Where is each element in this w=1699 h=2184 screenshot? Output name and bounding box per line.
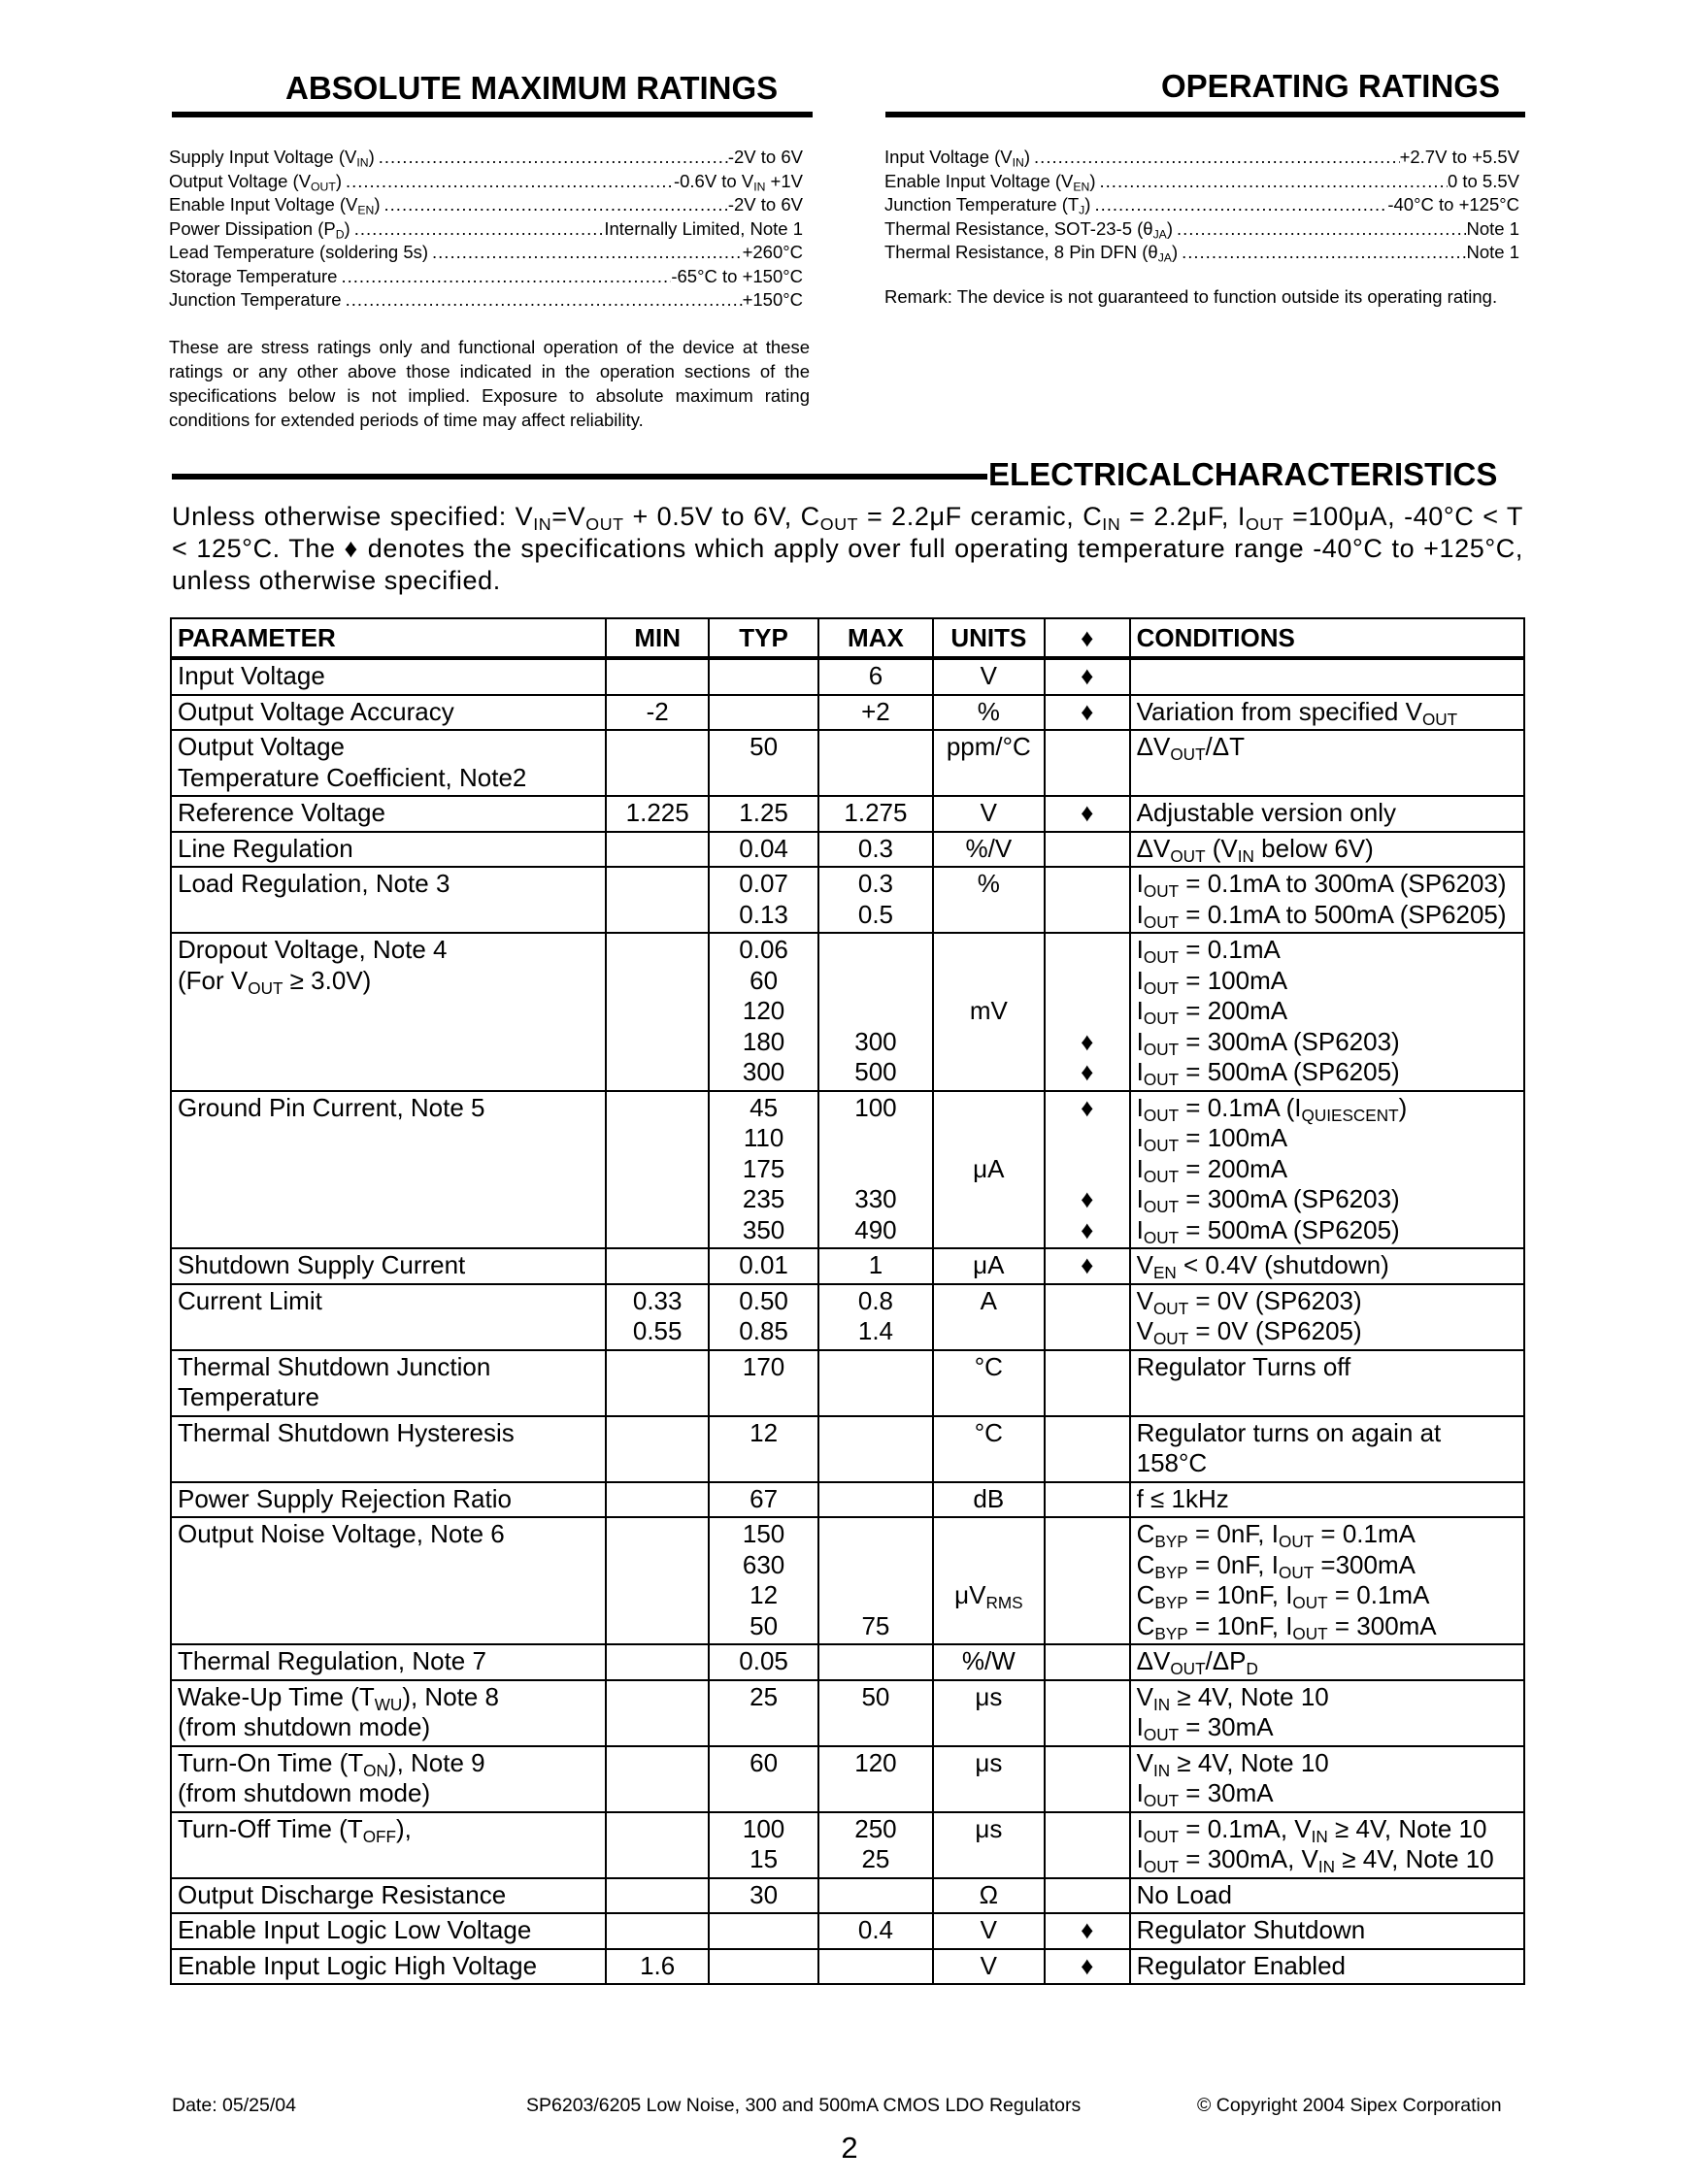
header-min: MIN (606, 618, 709, 658)
min-cell: 0.33 0.55 (606, 1284, 709, 1350)
spec-marker-cell (1045, 832, 1130, 868)
units-cell: A (933, 1284, 1045, 1350)
units-cell: μs (933, 1812, 1045, 1878)
spec-marker-cell: ♦ (1045, 695, 1130, 731)
spec-marker-cell: ♦ ♦ ♦ (1045, 1091, 1130, 1249)
min-cell (606, 1482, 709, 1518)
typ-cell: 0.04 (709, 832, 818, 868)
table-row (171, 1644, 1524, 1680)
typ-cell: 25 (709, 1680, 818, 1746)
electrical-table (170, 617, 1525, 1985)
parameter-cell: Turn-On Time $(T_{ON})$, Note 9 (from shutdown mode) (171, 1746, 606, 1812)
operating-item-value: Note 1 (1466, 242, 1519, 262)
absolute-max-item (169, 146, 803, 170)
max-cell: 300 500 (818, 933, 933, 1091)
min-cell (606, 1416, 709, 1482)
operating-item-leader (1173, 217, 1466, 242)
conditions-cell: $\Delta V_{OUT}$ ($V_{IN}$ below 6V) (1130, 832, 1524, 868)
max-cell (818, 1949, 933, 1985)
operating-item (884, 170, 1519, 194)
table-row (171, 1416, 1524, 1482)
spec-marker-cell (1045, 1284, 1130, 1350)
absolute-max-item (169, 193, 803, 217)
max-cell: 250 25 (818, 1812, 933, 1878)
min-cell: 1.225 (606, 796, 709, 832)
parameter-cell: Turn-Off Time $(T_{OFF})$, (171, 1812, 606, 1878)
max-cell (818, 730, 933, 796)
parameter-cell: Output Noise Voltage, Note 6 (171, 1517, 606, 1644)
parameter-cell: Enable Input Logic High Voltage (171, 1949, 606, 1985)
footer-product: SP6203/6205 Low Noise, 300 and 500mA CMOS LDO Regulators (526, 2095, 1082, 2116)
spec-marker-cell (1045, 730, 1130, 796)
min-cell (606, 730, 709, 796)
table-row (171, 1248, 1524, 1284)
conditions-cell: Adjustable version only (1130, 796, 1524, 832)
operating-item-value: Note 1 (1466, 217, 1519, 239)
typ-cell (709, 658, 818, 695)
units-cell: % (933, 695, 1045, 731)
parameter-cell: Input Voltage (171, 658, 606, 695)
operating-title: OPERATING RATINGS (1161, 68, 1500, 104)
parameter-cell: Wake-Up Time $(T_{WU})$, Note 8 (from shutdown mode) (171, 1680, 606, 1746)
max-cell: +2 (818, 695, 933, 731)
operating-item-label: Thermal Resistance, 8 Pin DFN $(\theta_{JA})$ (884, 242, 1179, 265)
absolute-max-item-leader (381, 193, 728, 217)
conditions-cell: Regulator Shutdown (1130, 1913, 1524, 1949)
header-typ: TYP (709, 618, 818, 658)
conditions-cell: $V_{OUT} = 0V$ (SP6203) $V_{OUT} = 0V$ (SP6205) (1130, 1284, 1524, 1350)
min-cell (606, 1091, 709, 1249)
max-cell: 1.275 (818, 796, 933, 832)
parameter-cell: Reference Voltage (171, 796, 606, 832)
absolute-max-item-value: -0.6V to $V_{IN} +1V$ (673, 170, 803, 193)
table-row (171, 730, 1524, 796)
typ-cell: 150 630 12 50 (709, 1517, 818, 1644)
table-row (171, 1746, 1524, 1812)
operating-item-leader (1090, 193, 1387, 217)
spec-marker-cell (1045, 1878, 1130, 1914)
table-row (171, 658, 1524, 695)
absolute-max-item-value: -2V to 6V (727, 147, 803, 167)
units-cell: %/W (933, 1644, 1045, 1680)
electrical-title: ELECTRICALCHARACTERISTICS (988, 456, 1498, 492)
typ-cell: 0.05 (709, 1644, 818, 1680)
max-cell: 6 (818, 658, 933, 695)
absolute-max-item-value: -2V to 6V (727, 194, 803, 215)
typ-cell (709, 695, 818, 731)
absolute-max-item (169, 241, 803, 265)
absolute-max-list (169, 146, 803, 313)
units-cell: μs (933, 1680, 1045, 1746)
min-cell (606, 1680, 709, 1746)
operating-item-value: +2.7V to +5.5V (1399, 147, 1519, 167)
table-row (171, 1091, 1524, 1249)
operating-item-leader (1030, 146, 1400, 170)
parameter-cell: Thermal Shutdown Hysteresis (171, 1416, 606, 1482)
conditions-cell: Regulator Enabled (1130, 1949, 1524, 1985)
electrical-rule (172, 474, 987, 480)
parameter-cell: Output Voltage Accuracy (171, 695, 606, 731)
table-row (171, 1482, 1524, 1518)
units-cell: ppm/°C (933, 730, 1045, 796)
spec-marker-cell (1045, 867, 1130, 933)
typ-cell: 45 110 175 235 350 (709, 1091, 818, 1249)
max-cell: 1 (818, 1248, 933, 1284)
parameter-cell: Load Regulation, Note 3 (171, 867, 606, 933)
units-cell: μs (933, 1746, 1045, 1812)
units-cell: °C (933, 1416, 1045, 1482)
absolute-max-item (169, 288, 803, 313)
spec-marker-cell (1045, 1482, 1130, 1518)
table-row (171, 1680, 1524, 1746)
max-cell (818, 1878, 933, 1914)
table-row (171, 1350, 1524, 1416)
units-cell: μA (933, 1091, 1045, 1249)
conditions-cell: $\Delta V_{OUT}/\Delta T$ (1130, 730, 1524, 796)
table-row (171, 832, 1524, 868)
min-cell (606, 933, 709, 1091)
parameter-cell: Enable Input Logic Low Voltage (171, 1913, 606, 1949)
table-row (171, 695, 1524, 731)
operating-item-leader (1096, 170, 1448, 194)
max-cell: 100 330 490 (818, 1091, 933, 1249)
table-body (171, 658, 1524, 1984)
units-cell: mV (933, 933, 1045, 1091)
absolute-max-item-leader (428, 241, 743, 265)
spec-marker-cell (1045, 1416, 1130, 1482)
min-cell (606, 867, 709, 933)
table-row (171, 1878, 1524, 1914)
parameter-cell: Output Voltage Temperature Coefficient, Note2 (171, 730, 606, 796)
typ-cell: 0.06 60 120 180 300 (709, 933, 818, 1091)
spec-marker-cell: ♦ (1045, 1913, 1130, 1949)
units-cell: %/V (933, 832, 1045, 868)
operating-item-leader (1178, 241, 1466, 265)
absolute-max-item-leader (342, 288, 743, 313)
max-cell (818, 1644, 933, 1680)
max-cell (818, 1350, 933, 1416)
absolute-max-item-value: +260°C (742, 242, 803, 262)
spec-marker-cell (1045, 1746, 1130, 1812)
max-cell: 0.8 1.4 (818, 1284, 933, 1350)
table-row (171, 867, 1524, 933)
units-cell: $\mu V_{RMS}$ (933, 1517, 1045, 1644)
conditions-cell: $I_{OUT} = 0.1mA$ $I_{OUT} = 100mA$ $I_{OUT} = 200mA$ $I_{OUT} = 300mA$ (SP6203) $I_{OUT} = 500mA$ (SP6205) (1130, 933, 1524, 1091)
operating-list (884, 146, 1519, 265)
electrical-intro: Unless otherwise specified: $V_{IN}=V_{OUT} + 0.5V$ to 6V, $C_{OUT} = 2.2\mu F$ ceramic, $C_{IN} = 2.2\mu F$, $I_{OUT} =100\mu A$, -40°C < T < 125°C. The ♦ denotes the specifications which apply over full operating temperature range -40°C to +125°C, unless otherwise specified. (172, 502, 1524, 595)
conditions-cell: $V_{IN} \ge 4V$, Note 10 $I_{OUT} = 30mA$ (1130, 1680, 1524, 1746)
units-cell: Ω (933, 1878, 1045, 1914)
operating-item (884, 193, 1519, 217)
spec-marker-cell (1045, 1517, 1130, 1644)
units-cell: V (933, 658, 1045, 695)
absolute-max-item-leader (375, 146, 728, 170)
operating-item (884, 241, 1519, 265)
absolute-max-item-label: Power Dissipation $(P_D)$ (169, 217, 350, 241)
footer-date: Date: 05/25/04 (172, 2095, 296, 2116)
operating-item-label: Junction Temperature $(T_J)$ (884, 194, 1091, 217)
parameter-cell: Output Discharge Resistance (171, 1878, 606, 1914)
absolute-max-item (169, 217, 803, 242)
typ-cell: 170 (709, 1350, 818, 1416)
typ-cell (709, 1913, 818, 1949)
absolute-max-title: ABSOLUTE MAXIMUM RATINGS (285, 70, 779, 106)
conditions-cell (1130, 658, 1524, 695)
header-parameter: PARAMETER (171, 618, 606, 658)
header-conditions: CONDITIONS (1130, 618, 1524, 658)
operating-item-label: Thermal Resistance, SOT-23-5 $(\theta_{JA})$ (884, 217, 1173, 241)
parameter-cell: Thermal Shutdown Junction Temperature (171, 1350, 606, 1416)
max-cell (818, 1416, 933, 1482)
parameter-cell: Line Regulation (171, 832, 606, 868)
absolute-max-item-label: Enable Input Voltage $(V_{EN})$ (169, 194, 381, 217)
absolute-max-item-leader (350, 217, 605, 242)
typ-cell: 100 15 (709, 1812, 818, 1878)
min-cell (606, 1248, 709, 1284)
conditions-cell: Regulator Turns off (1130, 1350, 1524, 1416)
table-row (171, 1517, 1524, 1644)
operating-item (884, 217, 1519, 242)
min-cell (606, 1913, 709, 1949)
operating-rule (885, 112, 1525, 117)
typ-cell: 0.50 0.85 (709, 1284, 818, 1350)
typ-cell: 0.07 0.13 (709, 867, 818, 933)
conditions-cell: $V_{IN} \ge 4V$, Note 10 $I_{OUT} = 30mA$ (1130, 1746, 1524, 1812)
absolute-max-item-value: +150°C (742, 289, 803, 310)
footer-copyright: © Copyright 2004 Sipex Corporation (1197, 2095, 1502, 2116)
absolute-max-item-label: Lead Temperature (soldering 5s) (169, 242, 429, 262)
max-cell: 75 (818, 1517, 933, 1644)
typ-cell: 50 (709, 730, 818, 796)
min-cell (606, 658, 709, 695)
absolute-max-item-label: Storage Temperature (169, 265, 338, 286)
typ-cell: 30 (709, 1878, 818, 1914)
absolute-max-item-label: Junction Temperature (169, 289, 342, 310)
absolute-max-item-value: -65°C to +150°C (671, 265, 803, 286)
absolute-max-item-leader (342, 170, 674, 194)
min-cell (606, 1350, 709, 1416)
max-cell: 0.3 (818, 832, 933, 868)
typ-cell (709, 1949, 818, 1985)
spec-marker-cell: ♦ (1045, 658, 1130, 695)
max-cell: 50 (818, 1680, 933, 1746)
parameter-cell: Ground Pin Current, Note 5 (171, 1091, 606, 1249)
operating-remark: Remark: The device is not guaranteed to function outside its operating rating. (884, 286, 1498, 307)
table-row (171, 1284, 1524, 1350)
conditions-cell: $C_{BYP} = 0nF$, $I_{OUT} = 0.1mA$ $C_{BYP} = 0nF$, $I_{OUT} =300mA$ $C_{BYP} = 10nF$, $I_{OUT} = 0.1mA$ $C_{BYP} = 10nF$, $I_{OUT} = 300mA$ (1130, 1517, 1524, 1644)
conditions-cell: Regulator turns on again at 158°C (1130, 1416, 1524, 1482)
min-cell (606, 1644, 709, 1680)
units-cell: °C (933, 1350, 1045, 1416)
absolute-max-item-label: Supply Input Voltage $(V_{IN})$ (169, 147, 375, 170)
min-cell (606, 1746, 709, 1812)
min-cell (606, 1812, 709, 1878)
absolute-max-item (169, 170, 803, 194)
max-cell: 120 (818, 1746, 933, 1812)
operating-item-value: 0 to 5.5V (1447, 170, 1519, 191)
conditions-cell: $I_{OUT} = 0.1mA$, $V_{IN} \ge 4V$, Note 10 $I_{OUT} = 300mA$, $V_{IN} \ge 4V$, Note 10 (1130, 1812, 1524, 1878)
header-diamond: ♦ (1045, 618, 1130, 658)
operating-item-label: Enable Input Voltage $(V_{EN})$ (884, 170, 1096, 193)
table-row (171, 1812, 1524, 1878)
spec-marker-cell (1045, 1644, 1130, 1680)
typ-cell: 12 (709, 1416, 818, 1482)
absolute-max-item-leader (337, 265, 671, 289)
min-cell (606, 1878, 709, 1914)
parameter-cell: Current Limit (171, 1284, 606, 1350)
conditions-cell: Variation from specified $V_{OUT}$ (1130, 695, 1524, 731)
table-row (171, 933, 1524, 1091)
typ-cell: 0.01 (709, 1248, 818, 1284)
parameter-cell: Dropout Voltage, Note 4 (For $V_{OUT} \ge 3.0V$) (171, 933, 606, 1091)
max-cell (818, 1482, 933, 1518)
table-row (171, 1949, 1524, 1985)
absolute-max-rule (172, 112, 813, 117)
operating-item (884, 146, 1519, 170)
header-max: MAX (818, 618, 933, 658)
spec-marker-cell (1045, 1680, 1130, 1746)
spec-marker-cell: ♦ (1045, 1248, 1130, 1284)
absolute-max-note: These are stress ratings only and functional operation of the device at these ratings or any other above those indicated in the operation sections of the specifications below is not implied. Exposure to absolute maximum rating conditions for extended periods of time may affect reliability. (169, 337, 810, 430)
units-cell: V (933, 1913, 1045, 1949)
max-cell: 0.4 (818, 1913, 933, 1949)
units-cell: V (933, 1949, 1045, 1985)
conditions-cell: $I_{OUT} = 0.1mA$ to 300mA (SP6203) $I_{OUT} = 0.1mA$ to 500mA (SP6205) (1130, 867, 1524, 933)
parameter-cell: Power Supply Rejection Ratio (171, 1482, 606, 1518)
min-cell: 1.6 (606, 1949, 709, 1985)
header-units: UNITS (933, 618, 1045, 658)
units-cell: μA (933, 1248, 1045, 1284)
spec-marker-cell: ♦ (1045, 1949, 1130, 1985)
operating-item-label: Input Voltage $(V_{IN})$ (884, 147, 1031, 170)
spec-marker-cell (1045, 1812, 1130, 1878)
units-cell: V (933, 796, 1045, 832)
absolute-max-item (169, 265, 803, 289)
parameter-cell: Shutdown Supply Current (171, 1248, 606, 1284)
operating-item-value: -40°C to +125°C (1387, 194, 1519, 215)
conditions-cell: $\Delta V_{OUT}/\Delta P_D$ (1130, 1644, 1524, 1680)
min-cell (606, 1517, 709, 1644)
spec-marker-cell: ♦ (1045, 796, 1130, 832)
min-cell: -2 (606, 695, 709, 731)
conditions-cell: No Load (1130, 1878, 1524, 1914)
table-row (171, 796, 1524, 832)
typ-cell: 67 (709, 1482, 818, 1518)
units-cell: % (933, 867, 1045, 933)
absolute-max-item-value: Internally Limited, Note 1 (604, 217, 803, 239)
min-cell (606, 832, 709, 868)
units-cell: dB (933, 1482, 1045, 1518)
spec-marker-cell: ♦ ♦ (1045, 933, 1130, 1091)
conditions-cell: f ≤ 1kHz (1130, 1482, 1524, 1518)
max-cell: 0.3 0.5 (818, 867, 933, 933)
conditions-cell: $I_{OUT} = 0.1mA$ $(I_{QUIESCENT})$ $I_{OUT} = 100mA$ $I_{OUT} = 200mA$ $I_{OUT} = 300mA$ (SP6203) $I_{OUT} = 500mA$ (SP6205) (1130, 1091, 1524, 1249)
spec-marker-cell (1045, 1350, 1130, 1416)
typ-cell: 1.25 (709, 796, 818, 832)
parameter-cell: Thermal Regulation, Note 7 (171, 1644, 606, 1680)
table-header-row (171, 618, 1524, 658)
typ-cell: 60 (709, 1746, 818, 1812)
page-number: 2 (841, 2131, 858, 2165)
absolute-max-item-label: Output Voltage $(V_{OUT})$ (169, 170, 342, 193)
conditions-cell: $V_{EN} < 0.4V$ (shutdown) (1130, 1248, 1524, 1284)
table-row (171, 1913, 1524, 1949)
